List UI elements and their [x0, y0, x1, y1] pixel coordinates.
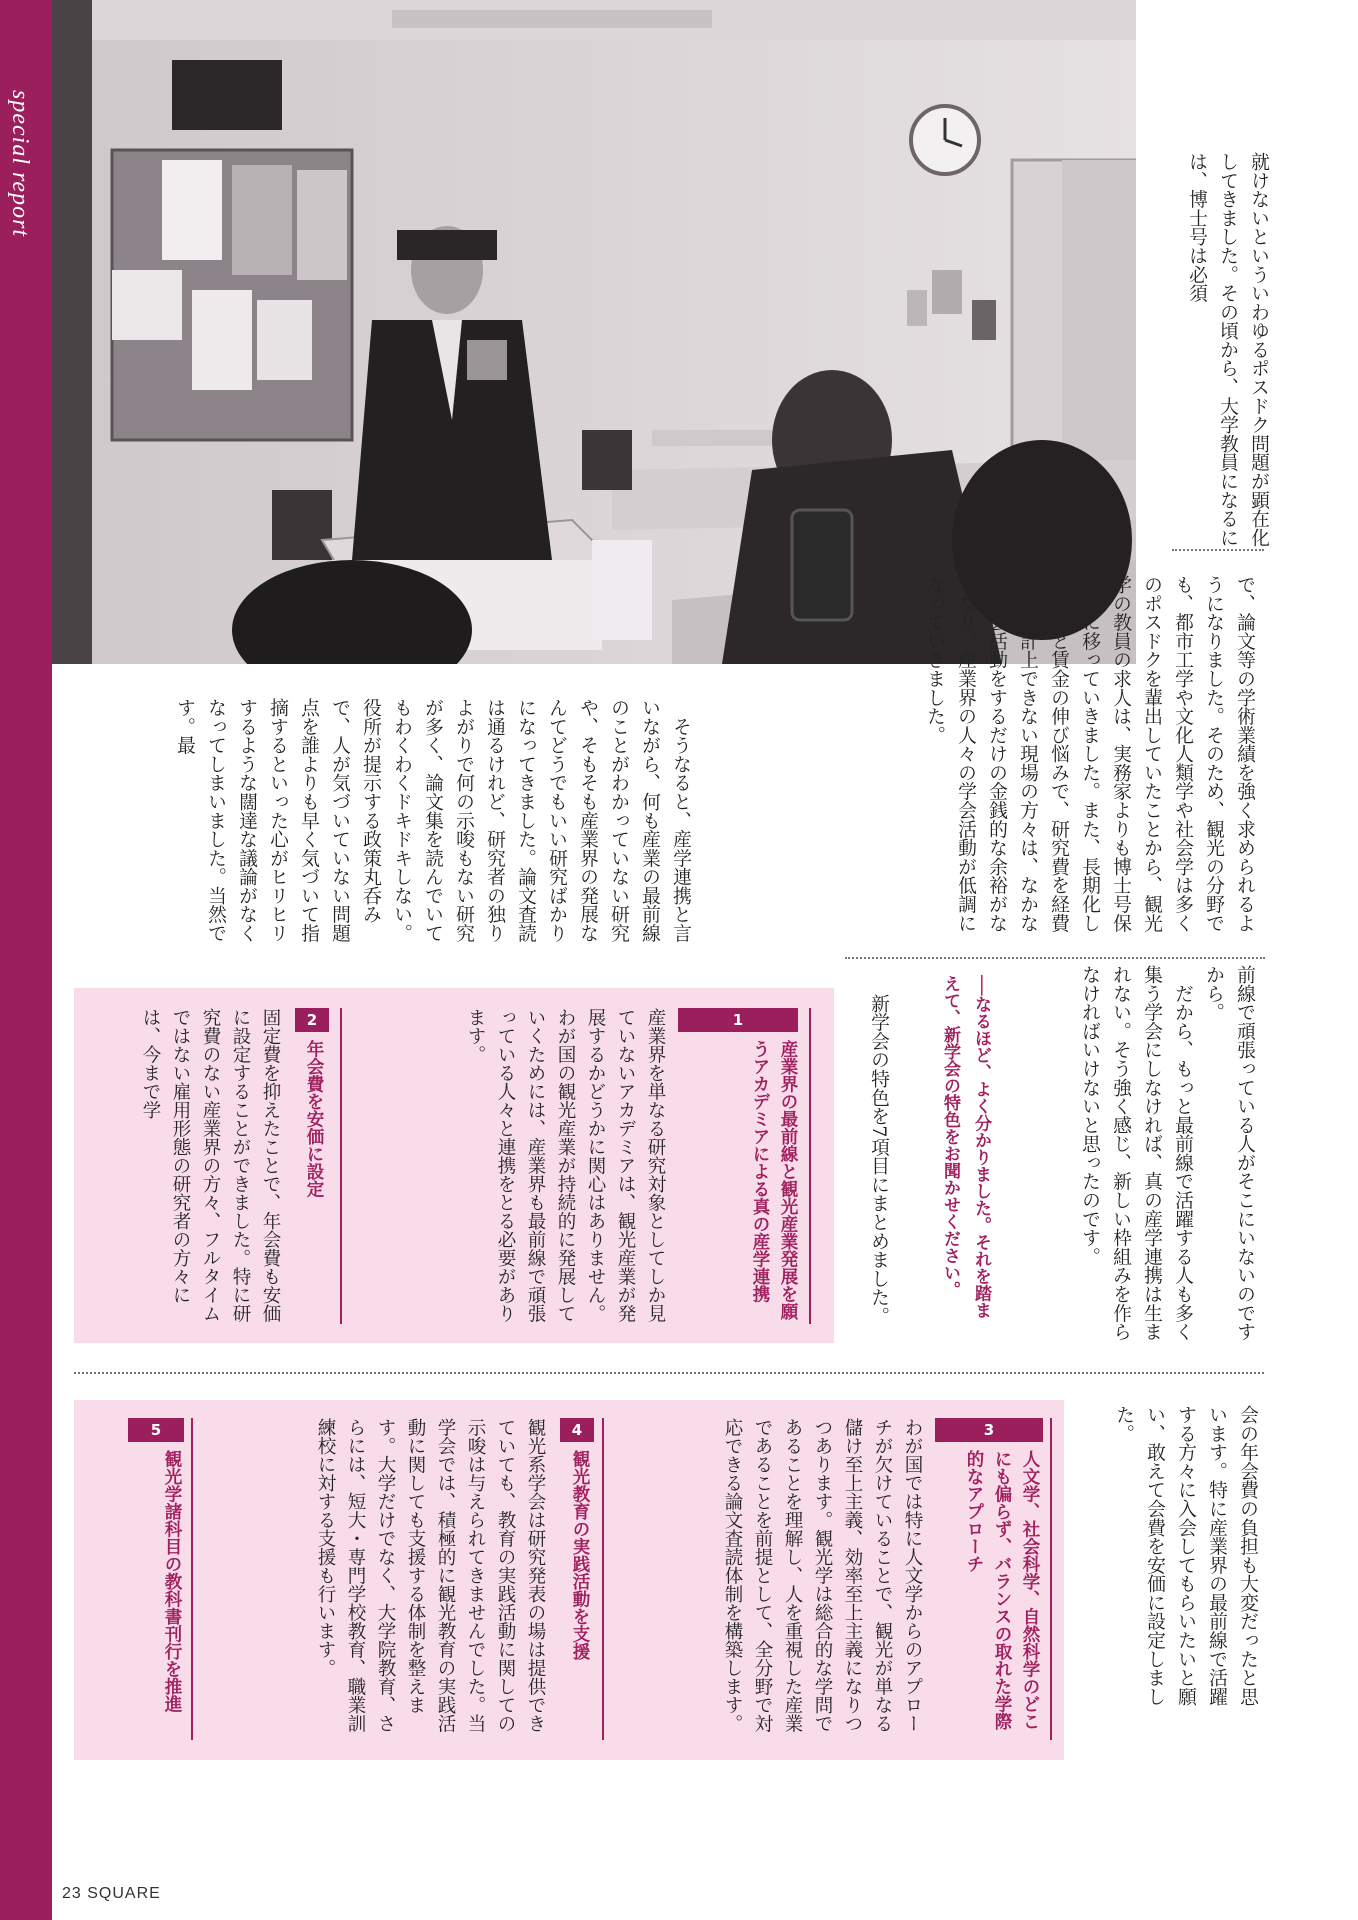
question-text: ──なるほど、よく分かりました。それを踏まえて、新学会の特色をお聞かせください。 — [940, 975, 991, 1319]
sidebar-band — [0, 0, 52, 1920]
section-label: special report — [7, 90, 33, 238]
feature-2-rule — [340, 1008, 342, 1324]
page-footer — [62, 1885, 161, 1903]
feature-2-badge: 2 — [295, 1008, 329, 1032]
feature-4-badge: 4 — [560, 1418, 594, 1442]
intro-column-4-text: 前線で頑張っている人がそこにいないのですから。 だから、もっと最前線で活躍する人も多く集う学会にしなければ、真の産学連携は生まれない。そう強く感じ、新しい枠組みを作らなければいけないと思ったのです。 — [1079, 965, 1255, 1341]
feature-2-body: 固定費を抑えたことで、年会費も安価に設定することができました。特に研究費のない産業界の方々、フルタイムではない雇用形態の研究者の方々には、今まで学 — [140, 1008, 281, 1323]
feature-4-rule — [602, 1418, 604, 1740]
answer-text: 新学会の特色を7項目にまとめました。 — [868, 975, 889, 1326]
feature-3-body: わが国では特に人文学からのアプローチが欠けていることで、観光が単なる儲け至上主義、効率至上主義になりつつあります。観光学は総合的な学問であることを理解し、人を重視した産業であることを前提として、全分野で対応できる論文査読体制を構築します。 — [722, 1418, 923, 1733]
feature-3-badge: 3 — [935, 1418, 1043, 1442]
intro-column-2 — [700, 575, 1260, 945]
feature-1-heading: 産業界の最前線と観光産業発展を願うアカデミアによる真の産学連携 — [750, 1040, 798, 1320]
page-number: 23 — [62, 1885, 82, 1902]
feature-1-body: 産業界を単なる研究対象としてしか見ていないアカデミアは、観光産業が発展するかどうかに関心はありません。わが国の観光産業が持続的に発展していくためには、産業界も最前線で頑張っている人々と連携をとる必要があります。 — [465, 1008, 666, 1323]
lecture-photo — [52, 0, 1136, 664]
intro-column-3: そうなると、産学連携と言いながら、何も産業の最前線のことがわかっていない研究や、そもそも産業界の発展なんてどうでもいい研究ばかりになってきました。論文査読は通るけれど、研究者の独りよがりで何の示唆もない研究が多く、論文集を読んでいてもわくわくドキドキしない。役所が提示する政策丸呑みで、人が気づいていない問題点を誰よりも早く気づいて指摘するといった心がヒリヒリするような闊達な議論がなくなってしまいました。当然です。最 — [174, 698, 691, 943]
feature-2-heading: 年会費を安価に設定 — [304, 1040, 324, 1198]
divider-dotted-3 — [74, 1372, 1264, 1374]
feature-5-heading: 観光学諸科目の教科書刊行を推進 — [162, 1450, 182, 1713]
feature-1-rule — [809, 1008, 811, 1324]
feature-5-rule — [191, 1418, 193, 1740]
intro-column-1: 就けないといういわゆるポスドク問題が顕在化してきました。その頃から、大学教員になるには、博士号は必須 — [1186, 152, 1269, 547]
feature-2-continuation-text: 会の年会費の負担も大変だったと思います。特に産業界の最前線で活躍する方々に入会してもらいたいと願い、敢えて会費を安価に設定しました。 — [1113, 1405, 1258, 1706]
intro-column-2-text: で、論文等の学術業績を強く求められるようになりました。そのため、観光の分野でも、都市工学や文化人類学や社会学は多くのポスドクを輩出していたことから、観光学の教員の求人は、実務家よりも博士号保持者に移っていきました。また、長期化した不況と賃金の伸び悩みで、研究費を経費として計上できない現場の方々は、なかなか学会活動をするだけの金銭的な余裕がなくなり、産業界の人々の学会活動が低調になっていきました。 — [924, 575, 1255, 933]
feature-4-heading: 観光教育の実践活動を支援 — [570, 1450, 590, 1660]
magazine-name: SQUARE — [87, 1885, 161, 1902]
divider-dotted-1 — [1172, 549, 1264, 551]
feature-5-badge: 5 — [128, 1418, 184, 1442]
feature-3-heading: 人文学、社会科学、自然科学のどこにも偏らず、バランスの取れた学際的なアプローチ — [964, 1450, 1040, 1730]
feature-4-body: 観光系学会は研究発表の場は提供できていても、教育の実践活動に関しての示唆は与えられてきませんでした。当学会では、積極的に観光教育の実践活動に関しても支援する体制を整えます。大学だけでなく、大学院教育、さらには、短大・専門学校教育、職業訓練校に対する支援も行います。 — [315, 1418, 546, 1733]
feature-3-rule — [1050, 1418, 1052, 1740]
feature-1-badge: 1 — [678, 1008, 798, 1032]
divider-dotted-2 — [845, 957, 1265, 959]
